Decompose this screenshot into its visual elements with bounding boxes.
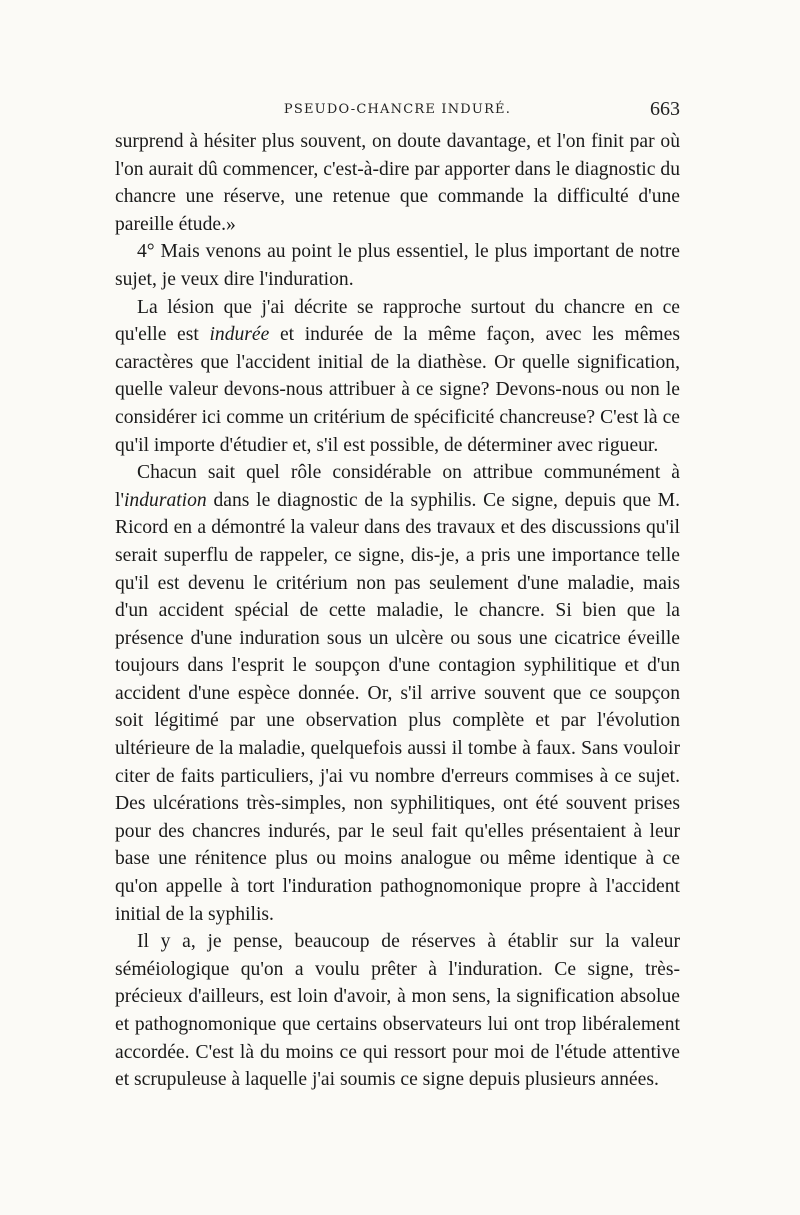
paragraph-1: surprend à hésiter plus souvent, on doute davantage, et l'on finit par où l'on aurait dû commencer, c'est-à-dire par apporter dans le diagnostic du chancre une réserve, une retenue que commande la difficulté d'une pareille étude.» xyxy=(115,131,680,235)
paragraph-3-text-a: La lésion que j'ai décrite se rapproche surtout du chancre en ce qu'elle est xyxy=(115,296,680,346)
paragraph-4-text-b: dans le diagnostic de la syphilis. Ce signe, depuis que M. Ricord en a démontré la valeur dans des travaux et des discussions qu'il serait superflu de rappeler, ce signe, dis-je, a pris une importance telle qu'il est devenu le critérium non pas seulement d'une maladie, mais d'un accident spécial de cette maladie, le chancre. Si bien que la présence d'une induration sous un ulcère ou sous une cicatrice éveille toujours dans l'esprit le soupçon d'une contagion syphilitique et d'un accident d'une espèce donnée. Or, s'il arrive souvent que ce soupçon soit légitimé par une observation plus complète et par l'évolution ultérieure de la maladie, quelquefois aussi il tombe à faux. Sans vouloir citer de faits particuliers, j'ai vu nombre d'erreurs commises à ce sujet. Des ulcérations très-simples, non syphilitiques, ont été souvent prises pour des chancres indurés, par le seul fait qu'elles présentaient à leur base une rénitence plus ou moins analogue ou même identique à ce qu'on appelle à tort l'induration pathognomonique propre à l'accident initial de la syphilis. xyxy=(115,489,680,925)
paragraph-4-italic: induration xyxy=(123,489,207,511)
paragraph-3-text-b: et indurée de la même façon, avec les mêmes caractères que l'accident initial de la diathèse. Or quelle signification, quelle valeur devons-nous attribuer à ce signe? Devons-nous ou non le considérer ici comme un critérium de spécificité chancreuse? C'est là ce qu'il importe d'étudier et, s'il est possible, de déterminer avec rigueur. xyxy=(115,324,680,456)
page-number: 663 xyxy=(650,98,680,120)
paragraph-5: Il y a, je pense, beaucoup de réserves à établir sur la valeur séméiologique qu'on a voulu prêter à l'induration. Ce signe, très-précieux d'ailleurs, est loin d'avoir, à mon sens, la signification absolue et pathognomonique que certains observateurs lui ont trop libéralement accordée. C'est là du moins ce qui ressort pour moi de l'étude attentive et scrupuleuse à laquelle j'ai soumis ce signe depuis plusieurs années. xyxy=(115,931,680,1091)
paragraph-3 xyxy=(115,294,680,460)
running-head xyxy=(115,98,680,122)
paragraph-4-text-a: Chacun sait quel rôle considérable on attribue communément à l' xyxy=(115,462,680,511)
paragraph-3-italic: indurée xyxy=(209,324,270,346)
running-title: PSEUDO-CHANCRE INDURÉ. xyxy=(283,102,512,117)
paragraph-2: 4° Mais venons au point le plus essentiel, le plus important de notre sujet, je veux dire l'induration. xyxy=(115,241,680,290)
body-text xyxy=(115,128,680,1094)
paragraph-4 xyxy=(115,459,680,928)
